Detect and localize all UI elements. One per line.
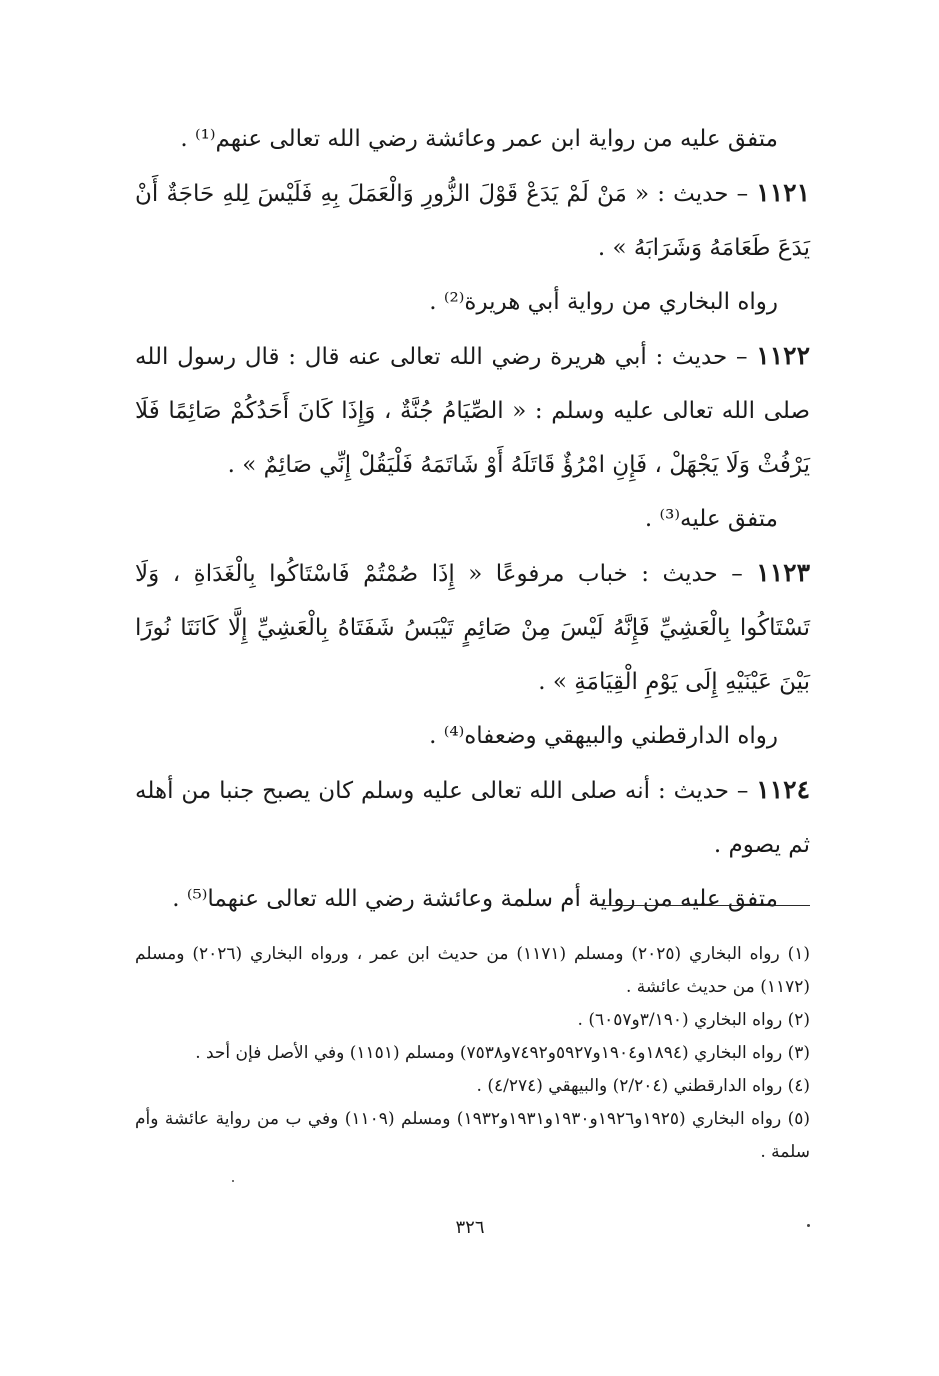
hadith-text-1124: – حديث : أنه صلى الله تعالى عليه وسلم كان يصبح جنبا من أهله ثم يصوم .: [135, 778, 810, 858]
footnote-1: (١) رواه البخاري (٢٠٢٥) ومسلم (١١٧١) من حديث ابن عمر ، ورواه البخاري (٢٠٢٦) ومسلم (١١٧٢) من حديث عائشة .: [135, 944, 811, 997]
scan-speck: [232, 1180, 234, 1182]
footnote-4: (٤) رواه الدارقطني (٢/٢٠٤) والبيهقي (٤/٢٧٤) .: [476, 1076, 810, 1096]
hadith-number-1124: ١١٢٤: [756, 775, 811, 804]
main-text: [135, 112, 810, 926]
hadith-1123: [135, 546, 810, 709]
source-note-1120: متفق عليه من رواية ابن عمر وعائشة رضي الله تعالى عنهم⁽¹⁾ .: [180, 126, 778, 152]
hadith-1122: [135, 329, 810, 492]
source-note-1122: متفق عليه⁽³⁾ .: [644, 506, 778, 532]
footnote-divider: [597, 905, 810, 906]
footnote-3: (٣) رواه البخاري (١٨٩٤و١٩٠٤و٥٩٢٧و٧٤٩٢و٧٥٣٨) ومسلم (١١٥١) وفي الأصل فإن أحد .: [195, 1043, 810, 1063]
page-number: ٣٢٦: [455, 1217, 485, 1238]
hadith-1121: [135, 166, 810, 275]
hadith-number-1122: ١١٢٢: [756, 341, 811, 370]
hadith-text-1122: – حديث : أبي هريرة رضي الله تعالى عنه قال : قال رسول الله صلى الله تعالى عليه وسلم : « الصِّيَامُ جُنَّةٌ ، وَإِذَا كَانَ أَحَدُكُمْ صَائِمًا فَلَا يَرْفُثْ وَلَا يَجْهَلْ ، فَإِنِ امْرُؤٌ قَاتَلَهُ أَوْ شَاتَمَهُ فَلْيَقُلْ إِنِّي صَائِمٌ » .: [135, 344, 810, 478]
hadith-number-1123: ١١٢٣: [756, 558, 811, 587]
source-note-1124: متفق عليه من رواية أم سلمة وعائشة رضي الله تعالى عنهما⁽⁵⁾ .: [172, 886, 778, 912]
source-note-1121: رواه البخاري من رواية أبي هريرة⁽²⁾ .: [429, 289, 778, 315]
footnotes: [135, 938, 810, 1169]
hadith-text-1123: – حديث : خباب مرفوعًا « إِذَا صُمْتُمْ فَاسْتَاكُوا بِالْغَدَاةِ ، وَلَا تَسْتَاكُوا بِالْعَشِيِّ فَإِنَّهُ لَيْسَ مِنْ صَائِمٍ تَيْبَسُ شَفَتَاهُ بِالْعَشِيِّ إِلَّا كَانَتَا نُورًا بَيْنَ عَيْنَيْهِ إِلَى يَوْمِ الْقِيَامَةِ » .: [135, 561, 810, 695]
source-note-1123: رواه الدارقطني والبيهقي وضعفاه⁽⁴⁾ .: [429, 723, 778, 749]
footnote-5: (٥) رواه البخاري (١٩٢٥و١٩٢٦و١٩٣٠و١٩٣١و١٩٣٢) ومسلم (١١٠٩) وفي ب من رواية عائشة وأم سلمة .: [135, 1109, 810, 1162]
footnote-2: (٢) رواه البخاري (٣/١٩٠و٦٠٥٧) .: [577, 1010, 810, 1030]
hadith-number-1121: ١١٢١: [756, 178, 810, 207]
scan-speck: [807, 1224, 810, 1227]
hadith-text-1121: – حديث : « مَنْ لَمْ يَدَعْ قَوْلَ الزُّورِ وَالْعَمَلَ بِهِ فَلَيْسَ لِلهِ حَاجَةٌ أَنْ يَدَعَ طَعَامَهُ وَشَرَابَهُ » .: [135, 181, 810, 261]
hadith-1124: [135, 763, 810, 872]
